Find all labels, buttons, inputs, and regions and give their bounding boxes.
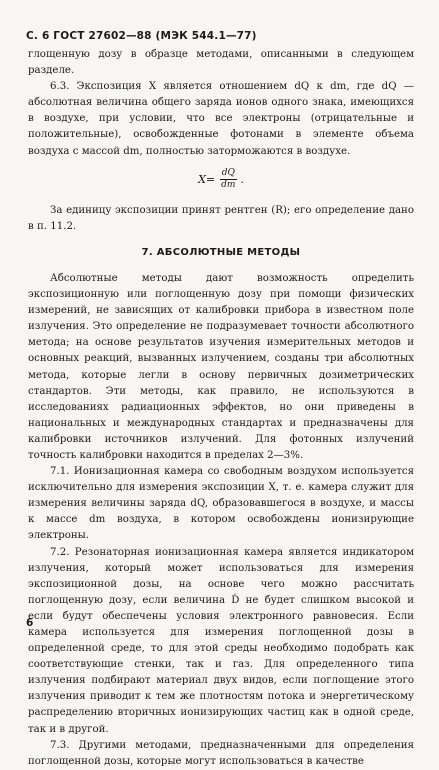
paragraph-7-2: 7.2. Резонаторная ионизационная камера является индикатором излучения, который может использоваться для измерения экспозиционной дозы, на основе чего можно рассчитать поглощенную дозу, если величина Ḋ не будет слишком высокой и если будут обеспечены условия электронного равновесия. Если камера используется для измерения поглощенной дозы в определенной среде, то для этой среды необходимо подобрать как соответствующие стенки, так и газ. Для определенного типа излучения подбирают материал двух видов, если поглощение этого излучения приводит к тем же плотностям потока и энергетическому распределению вторичных ионизирующих частиц как в одной среде, так и в другой. — [28, 546, 414, 735]
paragraph-continuation: глощенную дозу в образце методами, описанными в следующем разделе. — [28, 49, 414, 77]
paragraph-6-3: 6.3. Экспозиция X является отношением dQ к dm, где dQ — абсолютная величина общего заряда ионов одного знака, имеющихся в воздухе, при условии, что все электроны (отрицательные и положительные), освобожденные фотонами в элементе объема воздуха с массой dm, полностью заторможаются в воздухе. — [28, 81, 414, 157]
paragraph-absolute-methods: Абсолютные методы дают возможность определить экспозиционную или поглощенную дозу при помощи физических измерений, не зависящих от калибровки прибора в известном поле излучения. Это определение не подразумевает точности абсолютного метода; на основе результатов изучения измерительных методов и основных реакций, вызванных излучением, созданы три абсолютных метода, которые легли в основу первичных дозиметрических стандартов. Эти методы, как правило, не используются в исследованиях радиационных эффектов, но они приведены в национальных и международных стандартах и предназначены для калибровки источников излучений. Для фотонных излучений точность калибровки находится в пределах 2—3%. — [28, 272, 414, 461]
page-body — [28, 47, 414, 770]
formula-lhs: X — [198, 172, 206, 186]
paragraph-unit-definition: За единицу экспозиции принят рентген (R); его определение дано в п. 11.2. — [28, 204, 414, 232]
formula-fraction — [219, 168, 237, 191]
formula-denominator: dm — [221, 180, 236, 191]
formula-period: . — [240, 172, 244, 186]
page-header: С. 6 ГОСТ 27602—88 (МЭК 544.1—77) — [26, 30, 257, 42]
paragraph-7-1: 7.1. Ионизационная камера со свободным воздухом используется исключительно для измерения экспозиции X, т. е. камера служит для измерения величины заряда dQ, образовавшегося в воздухе, и массы к массе dm воздуха, в котором освобождены ионизирующие электроны. — [28, 466, 414, 542]
section-title: 7. АБСОЛЮТНЫЕ МЕТОДЫ — [141, 246, 301, 258]
formula-numerator: dQ — [221, 168, 235, 179]
exposure-formula — [28, 163, 414, 197]
formula-equals: = — [205, 172, 216, 186]
paragraph-7-3: 7.3. Другими методами, предназначенными для определения поглощенной дозы, которые могут использоваться в качестве — [28, 739, 414, 767]
page-number: 6 — [26, 617, 34, 629]
